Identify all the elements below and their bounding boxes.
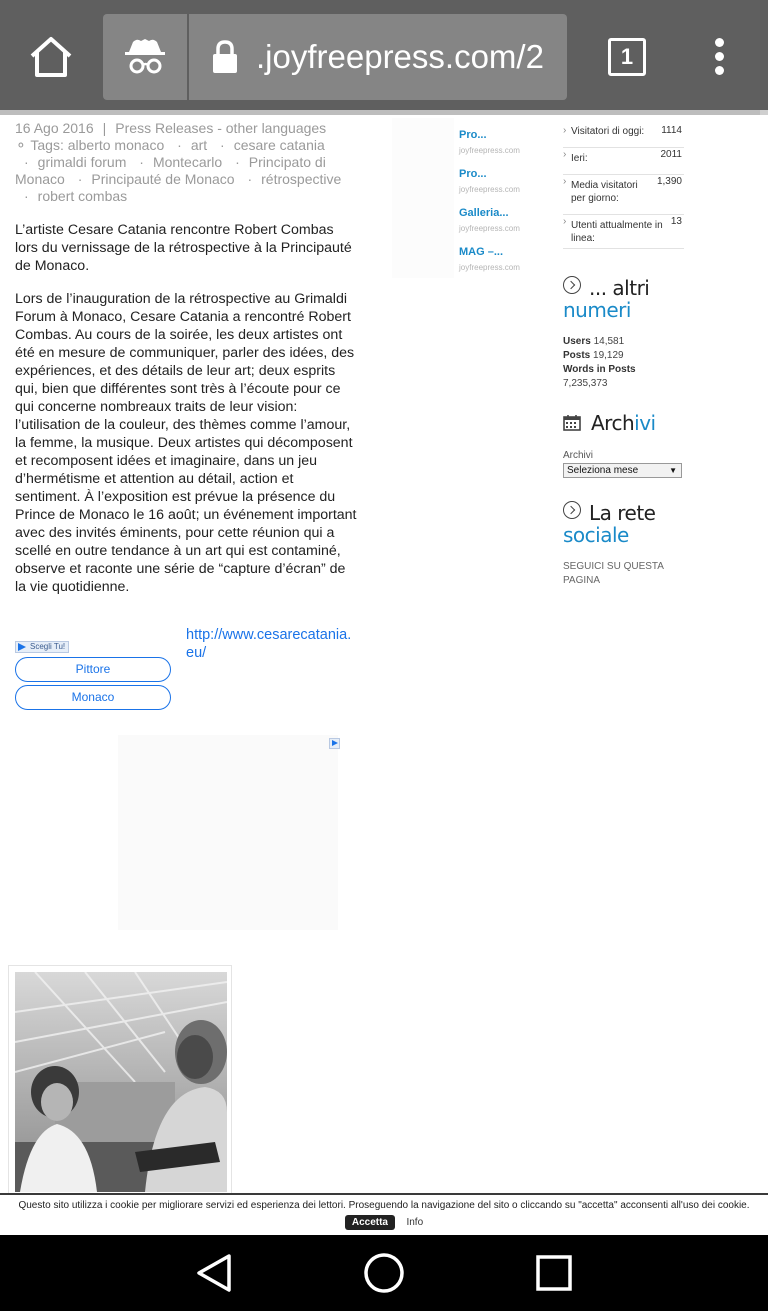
- stat-row: [563, 148, 684, 175]
- tag-separator: ·: [177, 137, 182, 153]
- tags-label: Tags:: [30, 137, 64, 153]
- social-widget-title: [563, 501, 656, 546]
- stat-label: Ieri:: [571, 153, 588, 164]
- system-navigation-bar: [0, 1235, 768, 1311]
- ad-keyword-button[interactable]: Pittore: [15, 657, 171, 682]
- related-post-source: joyfreepress.com: [459, 224, 520, 233]
- tag-link[interactable]: Principauté de Monaco: [91, 171, 235, 187]
- tag-list: [15, 137, 341, 204]
- adchoices-icon[interactable]: [329, 738, 340, 749]
- social-follow-text: SEGUICI SU QUESTA PAGINA: [563, 561, 664, 586]
- tag-separator: ·: [24, 188, 29, 204]
- tag-icon: ⚬: [15, 137, 27, 153]
- post-category-link[interactable]: Press Releases - other languages: [115, 120, 327, 136]
- ad-placeholder: [118, 735, 338, 930]
- back-icon[interactable]: [193, 1252, 235, 1294]
- tag-link[interactable]: alberto monaco: [67, 137, 165, 153]
- stat-value: 13: [670, 216, 682, 227]
- page-load-progress: [0, 110, 768, 115]
- chevron-circle-icon: [563, 276, 581, 294]
- url-text: .joyfreepress.com/2: [256, 38, 544, 75]
- tag-separator: ·: [77, 171, 83, 187]
- address-bar[interactable]: [189, 14, 567, 100]
- tag-link[interactable]: grimaldi forum: [37, 154, 127, 170]
- archive-widget-title: [563, 412, 656, 434]
- tag-separator: ·: [24, 154, 29, 170]
- cookie-info-link[interactable]: Info: [406, 1217, 424, 1228]
- lock-icon: [211, 40, 239, 74]
- stat-value: 2011: [660, 149, 682, 160]
- related-posts: [459, 128, 549, 284]
- site-counts: [563, 335, 683, 391]
- tab-switcher-button[interactable]: 1: [608, 38, 646, 76]
- tag-link[interactable]: robert combas: [37, 188, 128, 204]
- post-meta: 16 Ago 2016 | Press Releases - other languages ⚬ Tags: alberto monaco · art · cesare catania · grimaldi forum · Montecarlo · Principato di Monaco · Principauté de Monaco · rétrospective · robert combas: [15, 120, 342, 204]
- archive-month-select[interactable]: [563, 463, 682, 478]
- related-post-source: joyfreepress.com: [459, 263, 520, 272]
- chevron-circle-icon: [563, 501, 581, 519]
- related-post-title[interactable]: Galleria...: [459, 207, 509, 219]
- related-post-source: joyfreepress.com: [459, 185, 520, 194]
- cookie-consent-bar: [0, 1193, 768, 1235]
- tag-link[interactable]: Principato di Monaco: [15, 154, 326, 187]
- stat-row: [563, 175, 684, 215]
- related-post-item[interactable]: [459, 167, 549, 206]
- post-date: 16 Ago 2016: [15, 120, 94, 136]
- users-label: Users: [563, 336, 591, 347]
- related-post-title[interactable]: MAG –...: [459, 246, 504, 258]
- overflow-menu-icon[interactable]: [712, 38, 726, 78]
- tag-link[interactable]: rétrospective: [261, 171, 342, 187]
- artists-photo-image: [15, 972, 227, 1192]
- words-value: 7,235,373: [563, 378, 608, 389]
- tag-separator: ·: [235, 154, 240, 170]
- home-icon[interactable]: [28, 34, 74, 80]
- stat-row: [563, 215, 684, 249]
- artist-website-link[interactable]: http://www.cesarecatania.eu/: [186, 627, 352, 661]
- related-post-source: joyfreepress.com: [459, 146, 520, 155]
- incognito-button[interactable]: [103, 14, 187, 100]
- posts-value: 19,129: [593, 350, 624, 361]
- users-value: 14,581: [593, 336, 625, 347]
- calendar-icon: [563, 414, 581, 431]
- article-photo[interactable]: [8, 965, 232, 1197]
- stat-label: Visitatori di oggi:: [571, 126, 645, 137]
- stat-row: [563, 124, 684, 148]
- visitor-stats: [563, 124, 684, 249]
- browser-toolbar: [0, 0, 768, 112]
- archive-select-value: Seleziona mese: [567, 465, 639, 476]
- ad-choice-label[interactable]: Scegli Tu!: [15, 641, 69, 653]
- widget-title-text: La rete: [589, 501, 656, 525]
- related-post-item[interactable]: [459, 245, 549, 284]
- ad-keyword-button[interactable]: Monaco: [15, 685, 171, 710]
- tag-link[interactable]: Montecarlo: [152, 154, 223, 170]
- dropdown-arrow-icon: ▼: [669, 466, 677, 475]
- related-post-item[interactable]: [459, 128, 549, 167]
- widget-title-highlight: sociale: [563, 523, 629, 547]
- tag-link[interactable]: cesare catania: [233, 137, 325, 153]
- widget-title-text: ... altri: [589, 276, 650, 300]
- related-thumbnails: [392, 118, 454, 278]
- cookie-accept-button[interactable]: Accetta: [345, 1215, 395, 1230]
- home-circle-icon[interactable]: [363, 1252, 405, 1294]
- widget-title-text: Arch: [591, 411, 635, 435]
- stat-label: › Utenti attualmente in linea:: [571, 220, 663, 244]
- widget-title-highlight: ivi: [634, 411, 656, 435]
- related-post-title[interactable]: Pro...: [459, 129, 487, 141]
- tag-separator: ·: [220, 137, 225, 153]
- cookie-message: Questo sito utilizza i cookie per migliorare servizi ed esperienza dei lettori. Proseguendo la navigazione del sito o cliccando su "accetta" acconsenti all'uso dei cookie.: [18, 1200, 750, 1211]
- article-intro: L’artiste Cesare Catania rencontre Robert Combas lors du vernissage de la rétrospective à la Principauté de Monaco.: [15, 222, 352, 274]
- posts-label: Posts: [563, 350, 591, 361]
- words-label: Words in Posts: [563, 364, 636, 375]
- tag-link[interactable]: art: [190, 137, 208, 153]
- archive-label: Archivi: [563, 450, 594, 461]
- recents-icon[interactable]: [535, 1254, 573, 1292]
- numbers-widget-title: [563, 276, 649, 321]
- tag-separator: ·: [139, 154, 144, 170]
- stat-label: › Media visitatori per giorno:: [571, 180, 638, 204]
- incognito-icon: [103, 14, 187, 100]
- related-post-title[interactable]: Pro...: [459, 168, 487, 180]
- tag-separator: ·: [247, 171, 253, 187]
- article-body: Lors de l’inauguration de la rétrospective au Grimaldi Forum à Monaco, Cesare Catania a rencontré Robert Combas. Au cours de la soirée, les deux artistes ont été en mesure de communiquer, parler des idées, des expériences, et des détails de leur art; deux esprits qui, bien que différentes sont très à l’écoute pour ce qui concerne nombreaux traits de leur vision: l’utilisation de la couleur, des thèmes comme l’amour, la femme, la musique. Deux artistes qui décomposent et recomposent idées et imaginaire, dans un jeu d’hermétisme et attention au détail, action et sentiment. À l’exposition est prévue la présence du Prince de Monaco le 16 août; un événement important avec des invités éminents, pour cette réunion qui a scellé en outre tendance à un art qui est contaminé, observe et raconte une série de “capture d’écran” de la vie quotidienne.: [15, 291, 357, 595]
- stat-value: 1114: [661, 125, 682, 136]
- widget-title-highlight: numeri: [563, 298, 631, 322]
- stat-value: 1,390: [656, 176, 682, 187]
- related-post-item[interactable]: [459, 206, 549, 245]
